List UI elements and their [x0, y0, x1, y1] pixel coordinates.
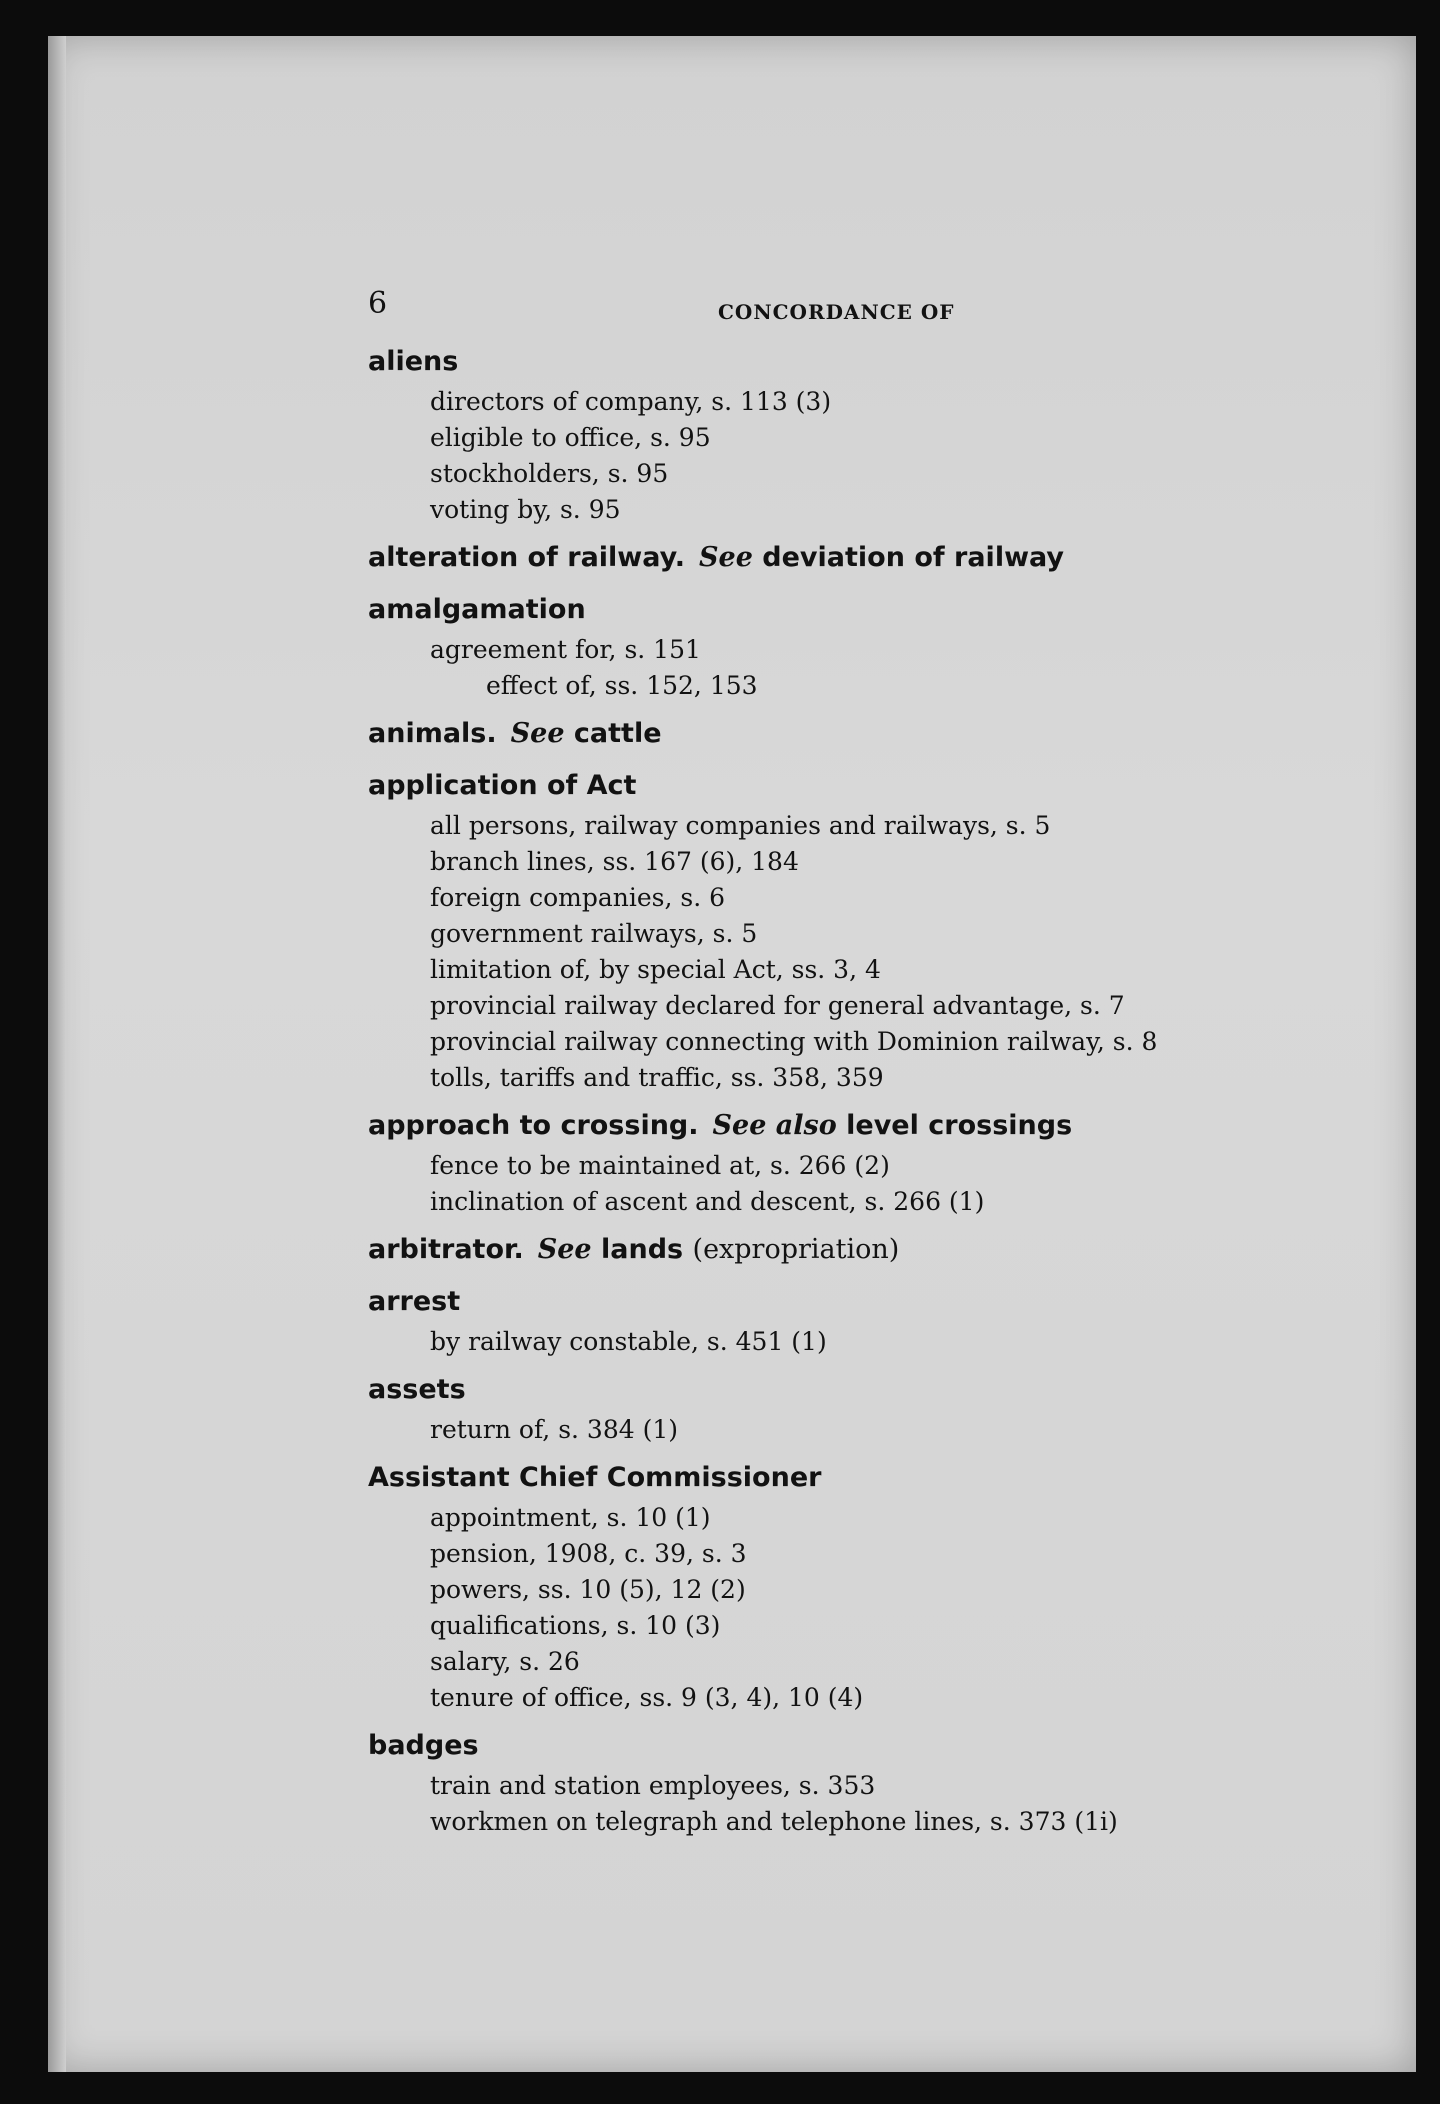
subentry: provincial railway declared for general advantage, s. 7: [430, 991, 1125, 1020]
page-number: 6: [368, 286, 388, 321]
subentry-list: [368, 808, 1158, 1096]
subentry: return of, s. 384 (1): [430, 1415, 678, 1444]
index-entry: [368, 1104, 1128, 1220]
index-term-line: [368, 536, 1128, 580]
see-reference: See also: [712, 1110, 837, 1141]
index-term: alteration of railway.: [368, 542, 686, 573]
subentry-list: [368, 1148, 1128, 1220]
book-page: [48, 36, 1416, 2072]
subentry: workmen on telegraph and telephone lines, s. 373 (1i): [430, 1807, 1118, 1836]
index-term-line: [368, 1104, 1128, 1148]
index-term: animals.: [368, 718, 497, 749]
subentry: agreement for, s. 151: [430, 635, 701, 664]
subentry: eligible to office, s. 95: [430, 423, 711, 452]
subentry: by railway constable, s. 451 (1): [430, 1327, 827, 1356]
index-term-line: [368, 712, 1128, 756]
subentry: inclination of ascent and descent, s. 266 (1): [430, 1187, 985, 1216]
index-term: badges: [368, 1730, 479, 1761]
running-head: CONCORDANCE OF: [718, 300, 955, 324]
index-term: amalgamation: [368, 594, 586, 625]
subentry: appointment, s. 10 (1): [430, 1503, 711, 1532]
subentry: limitation of, by special Act, ss. 3, 4: [430, 955, 881, 984]
see-reference: See: [537, 1234, 592, 1265]
subentry: qualifications, s. 10 (3): [430, 1611, 721, 1640]
index-term-line: [368, 588, 1128, 632]
subentry: voting by, s. 95: [430, 495, 621, 524]
subentry: powers, ss. 10 (5), 12 (2): [430, 1575, 746, 1604]
index-content: [368, 286, 1158, 1848]
index-term-line: [368, 1724, 1128, 1768]
subentry-list: [368, 1412, 1128, 1448]
index-term: Assistant Chief Commissioner: [368, 1462, 822, 1493]
subentry: provincial railway connecting with Dominion railway, s. 8: [430, 1027, 1158, 1056]
index-entry: [368, 1368, 1128, 1448]
subentry-list: [368, 1324, 1128, 1360]
index-entry: [368, 1724, 1128, 1840]
subentry: effect of, ss. 152, 153: [486, 671, 758, 700]
page-edge: [48, 36, 66, 2072]
subentry-list: [368, 1500, 1128, 1716]
index-term-line: [368, 340, 1128, 384]
index-term-line: [368, 1228, 1128, 1272]
see-target-qualifier: (expropriation): [692, 1234, 900, 1265]
see-target: lands: [601, 1234, 684, 1265]
index-entries: [368, 340, 1158, 1840]
index-term: approach to crossing.: [368, 1110, 699, 1141]
page-header: [368, 286, 1128, 332]
subentry-list: [368, 632, 1128, 704]
index-term-line: [368, 1280, 1128, 1324]
index-term: application of Act: [368, 770, 637, 801]
subentry: government railways, s. 5: [430, 919, 758, 948]
index-term: arbitrator.: [368, 1234, 524, 1265]
subentry-list: [368, 1768, 1128, 1840]
index-term: aliens: [368, 346, 459, 377]
index-entry: [368, 536, 1128, 580]
index-term: arrest: [368, 1286, 461, 1317]
subentry: all persons, railway companies and railways, s. 5: [430, 811, 1051, 840]
see-target: level crossings: [846, 1110, 1073, 1141]
subentry-list: [368, 384, 1128, 528]
see-target: deviation of railway: [762, 542, 1065, 573]
index-entry: [368, 712, 1128, 756]
index-entry: [368, 340, 1128, 528]
index-entry: [368, 764, 1158, 1096]
index-entry: [368, 1456, 1128, 1716]
subentry: salary, s. 26: [430, 1647, 580, 1676]
see-reference: See: [510, 718, 565, 749]
index-entry: [368, 1228, 1128, 1272]
index-entry: [368, 1280, 1128, 1360]
index-term-line: [368, 1456, 1128, 1500]
subentry: stockholders, s. 95: [430, 459, 669, 488]
subentry: branch lines, ss. 167 (6), 184: [430, 847, 799, 876]
index-term: assets: [368, 1374, 466, 1405]
subentry: directors of company, s. 113 (3): [430, 387, 832, 416]
subentry: pension, 1908, c. 39, s. 3: [430, 1539, 747, 1568]
see-reference: See: [699, 542, 753, 573]
subentry: tolls, tariffs and traffic, ss. 358, 359: [430, 1063, 884, 1092]
subentry: foreign companies, s. 6: [430, 883, 726, 912]
subentry: fence to be maintained at, s. 266 (2): [430, 1151, 890, 1180]
subentry: tenure of office, ss. 9 (3, 4), 10 (4): [430, 1683, 864, 1712]
index-entry: [368, 588, 1128, 704]
see-target: cattle: [573, 718, 662, 749]
index-term-line: [368, 1368, 1128, 1412]
subentry: train and station employees, s. 353: [430, 1771, 876, 1800]
index-term-line: [368, 764, 1128, 808]
